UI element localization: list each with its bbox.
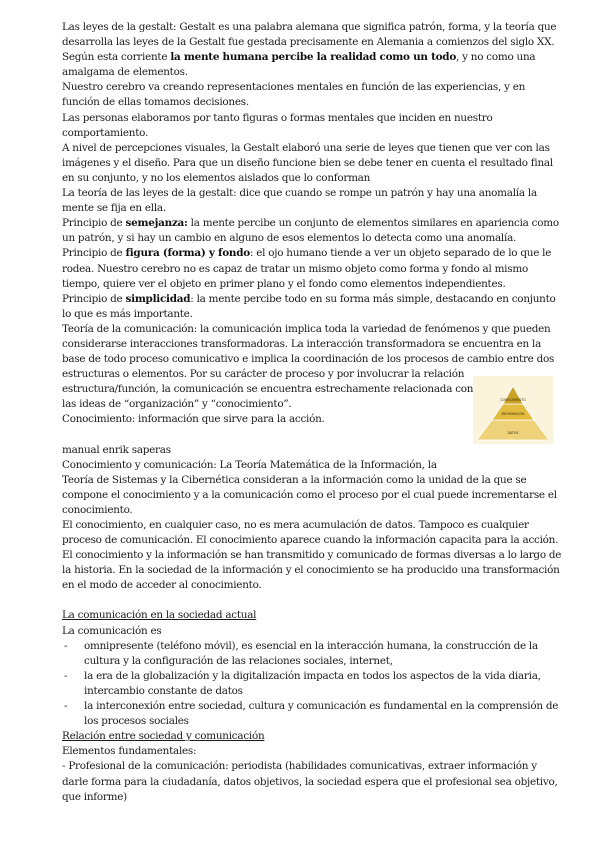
paragraph-organizacion-conocimiento: las ideas de “organización” y “conocimiento”. [62,398,292,411]
paragraph-acumulacion-datos: El conocimiento, en cualquier caso, no es mera acumulación de datos. Tampoco es cualquier proceso de comunicación. El conocimiento aparece cuando la información capacita para la acción. [62,519,559,547]
list-item: - omnipresente (teléfono móvil), es esencial en la interacción humana, la construcción de la cultura y la configuración de las relaciones sociales, internet, [64,639,538,667]
term-semejanza: semejanza: [125,217,188,230]
paragraph-teoria-sistemas: Teoría de Sistemas y la Cibernética consideran a la información como la unidad de la que se compone el conocimiento y a la comunicación como el proceso por el cual puede incrementarse el conocimiento. [62,473,557,516]
paragraph-comunicacion-es: La comunicación es [62,624,162,637]
section-heading-sociedad-actual: La comunicación en la sociedad actual [62,609,257,622]
paragraph-manual-saperas: manual enrik saperas [62,443,171,456]
pyramid-label-conocimiento: CONOCIMIENTO [500,398,526,402]
section-heading-relacion: Relación entre sociedad y comunicación [62,730,265,743]
paragraph-teoria-comunicacion: Teoría de la comunicación: la comunicación implica toda la variedad de fenómenos y que pueden considerarse interacciones transformadoras. La interacción transformadora se encuentra en la base de todo proceso comunicativo e implica la coordinación de los procesos de cambio entre dos estructuras o elementos. Por su carácter de proceso y por involucrar la relación [62,322,555,381]
list-item: - la era de la globalización y la digitalización impacta en todos los aspectos de la vida diaria, intercambio constante de datos [64,669,541,697]
paragraph-teoria-leyes: La teoría de las leyes de la gestalt: dice que cuando se rompe un patrón y hay una anomalía la mente se fija en ella. [62,187,537,215]
paragraph-profesional-comunicacion: - Profesional de la comunicación: periodista (habilidades comunicativas, extraer información y darle forma para la ciudadanía, datos objetivos, la sociedad espera que el profesional sea objetivo, que informe) [62,760,558,803]
dash-bullet: - [64,700,68,713]
pyramid-svg [473,376,553,444]
term-simplicidad: simplicidad [125,292,191,305]
knowledge-pyramid-figure [473,376,553,444]
pyramid-label-datos: DATOS [507,431,519,435]
dash-bullet: - [64,669,68,682]
pyramid-base-tier [477,420,549,440]
paragraph-principio-simplicidad: Principio de simplicidad: la mente percibe todo en su forma más simple, destacando en conjunto lo que es más importante. [62,292,556,320]
paragraph-principio-semejanza: Principio de semejanza: la mente percibe un conjunto de elementos similares en apariencia como un patrón, y si hay un cambio en alguno de esos elementos lo detecta como una anomalía. [62,217,559,245]
paragraph-elementos-fundamentales: Elementos fundamentales: [62,745,197,758]
paragraph-percepciones-visuales: A nivel de percepciones visuales, la Gestalt elaboró una serie de leyes que tienen que ver con las imágenes y el diseño. Para que un diseño funcione bien se debe tener en cuenta el resultado final en su conjunto, y no los elementos aislados que lo conforman [62,141,553,184]
paragraph-estructura-funcion: estructura/función, la comunicación se encuentra estrechamente relacionada con [62,383,474,396]
paragraph-figuras-mentales: Las personas elaboramos por tanto figuras o formas mentales que inciden en nuestro comportamiento. [62,111,493,139]
paragraph-transmision-conocimiento: El conocimiento y la información se han transmitido y comunicado de formas diversas a lo largo de la historia. En la sociedad de la información y el conocimiento se ha producido una transformación en el modo de acceder al conocimiento. [62,549,562,592]
emphasis-mente-humana: la mente humana percibe la realidad como un todo [170,51,456,64]
paragraph-cerebro: Nuestro cerebro va creando representaciones mentales en función de las experiencias, y en función de ellas tomamos decisiones. [62,81,526,109]
paragraph-principio-figura-fondo: Principio de figura (forma) y fondo: el ojo humano tiende a ver un objeto separado de lo que le rodea. Nuestro cerebro no es capaz de tratar un mismo objeto como forma y fondo al mismo tiempo, quiere ver el objeto en primer plano y el fondo como elementos independientes. [62,247,552,290]
paragraph-gestalt-intro: Las leyes de la gestalt: Gestalt es una palabra alemana que significa patrón, forma, y la teoría que desarrolla las leyes de la Gestalt fue gestada precisamente en Alemania a comienzos del siglo XX. Según esta corriente la mente humana percibe la realidad como un todo, y no como una amalgama de elementos. [62,21,557,79]
dash-bullet: - [64,639,68,652]
term-figura-fondo: figura (forma) y fondo [125,247,250,260]
paragraph-conocimiento-definicion: Conocimiento: información que sirve para la acción. [62,413,325,426]
list-item: - la interconexión entre sociedad, cultura y comunicación es fundamental en la comprensión de los procesos sociales [64,700,559,728]
paragraph-conocimiento-comunicacion: Conocimiento y comunicación: La Teoría Matemática de la Información, la [62,458,437,471]
bullet-list [62,639,562,730]
pyramid-label-informacion: INFORMACIÓN [501,412,525,416]
spacer [62,593,562,608]
